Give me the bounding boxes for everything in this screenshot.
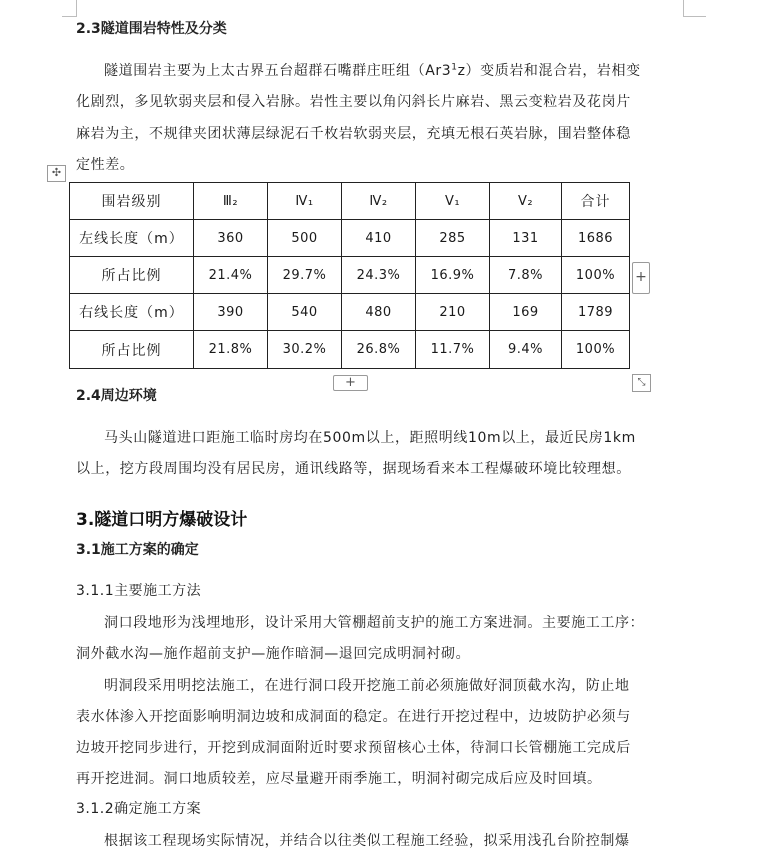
table-cell[interactable]: 9.4%: [490, 331, 562, 369]
table-cell[interactable]: 1789: [562, 294, 630, 331]
table-row: [70, 220, 630, 257]
table-header-cell[interactable]: Ⅳ₂: [342, 183, 416, 220]
table-cell[interactable]: 1686: [562, 220, 630, 257]
table-cell[interactable]: 右线长度（m）: [70, 294, 194, 331]
table-header-cell[interactable]: 合计: [562, 183, 630, 220]
table-header-cell[interactable]: 围岩级别: [70, 183, 194, 220]
table-cell[interactable]: 540: [268, 294, 342, 331]
table-resize-handle-icon[interactable]: ⤡: [632, 374, 651, 392]
table-cell[interactable]: 左线长度（m）: [70, 220, 194, 257]
para-2-3-line-4: 定性差。: [76, 157, 135, 173]
table-cell[interactable]: 100%: [562, 257, 630, 294]
table-cell[interactable]: 100%: [562, 331, 630, 369]
table-cell[interactable]: 24.3%: [342, 257, 416, 294]
table-header-cell[interactable]: Ⅴ₂: [490, 183, 562, 220]
table-cell[interactable]: 169: [490, 294, 562, 331]
add-column-button[interactable]: +: [632, 262, 650, 294]
para-3-1-1-b-line-1: 明洞段采用明挖法施工，在进行洞口段开挖施工前必须施做好洞顶截水沟，防止地: [104, 678, 630, 694]
para-3-1-1-a-line-1: 洞口段地形为浅埋地形，设计采用大管棚超前支护的施工方案进洞。主要施工工序：: [104, 615, 645, 631]
heading-2-4: 2.4周边环境: [76, 388, 157, 404]
heading-3-1-2: 3.1.2确定施工方案: [76, 801, 202, 817]
table-cell[interactable]: 11.7%: [416, 331, 490, 369]
table-cell[interactable]: 7.8%: [490, 257, 562, 294]
table-cell[interactable]: 21.4%: [194, 257, 268, 294]
table-row: [70, 294, 630, 331]
add-row-button[interactable]: +: [333, 375, 368, 391]
para-3-1-1-b-line-4: 再开挖进洞。洞口地质较差，应尽量避开雨季施工，明洞衬砌完成后应及时回填。: [76, 771, 602, 787]
table-cell[interactable]: 29.7%: [268, 257, 342, 294]
table-cell[interactable]: 210: [416, 294, 490, 331]
table-header-cell[interactable]: Ⅳ₁: [268, 183, 342, 220]
para-3-1-2-line-1: 根据该工程现场实际情况，并结合以往类似工程施工经验，拟采用浅孔台阶控制爆: [104, 833, 630, 849]
rock-class-table: [69, 182, 630, 369]
heading-3-1: 3.1施工方案的确定: [76, 542, 199, 558]
table-cell[interactable]: 480: [342, 294, 416, 331]
table-header-cell[interactable]: Ⅲ₂: [194, 183, 268, 220]
table-cell[interactable]: 21.8%: [194, 331, 268, 369]
heading-3: 3.隧道口明方爆破设计: [76, 510, 248, 530]
table-row: [70, 257, 630, 294]
table-cell[interactable]: 所占比例: [70, 257, 194, 294]
para-2-3-line-3: 麻岩为主，不规律夹团状薄层绿泥石千枚岩软弱夹层，充填无根石英岩脉，围岩整体稳: [76, 126, 631, 142]
table-cell[interactable]: 131: [490, 220, 562, 257]
table-cell[interactable]: 500: [268, 220, 342, 257]
para-3-1-1-b-line-3: 边坡开挖同步进行，开挖到成洞面附近时要求预留核心土体，待洞口长管棚施工完成后: [76, 740, 631, 756]
para-3-1-1-a-line-2: 洞外截水沟—施作超前支护—施作暗洞—退回完成明洞衬砌。: [76, 646, 471, 662]
para-3-1-1-b-line-2: 表水体渗入开挖面影响明洞边坡和成洞面的稳定。在进行开挖过程中，边坡防护必须与: [76, 709, 631, 725]
table-cell[interactable]: 285: [416, 220, 490, 257]
para-2-4-line-1: 马头山隧道进口距施工临时房均在500m以上，距照明线10m以上，最近民房1km: [104, 430, 636, 446]
table-cell[interactable]: 390: [194, 294, 268, 331]
table-move-handle-icon[interactable]: ✣: [47, 165, 66, 182]
table-cell[interactable]: 26.8%: [342, 331, 416, 369]
heading-3-1-1: 3.1.1主要施工方法: [76, 583, 202, 599]
table-header-cell[interactable]: Ⅴ₁: [416, 183, 490, 220]
table-row: [70, 331, 630, 369]
table-cell[interactable]: 16.9%: [416, 257, 490, 294]
table-cell[interactable]: 410: [342, 220, 416, 257]
para-2-3-line-1: 隧道围岩主要为上太古界五台超群石嘴群庄旺组$(Ar3^1z)$变质岩和混合岩，岩相变: [104, 62, 641, 79]
crop-mark-top-right: [683, 0, 706, 17]
para-2-4-line-2: 以上，挖方段周围均没有居民房，通讯线路等，据现场看来本工程爆破环境比较理想。: [76, 461, 631, 477]
table-cell[interactable]: 所占比例: [70, 331, 194, 369]
crop-mark-top-left: [62, 0, 77, 17]
heading-2-3: 2.3隧道围岩特性及分类: [76, 21, 227, 37]
para-2-3-line-2: 化剧烈，多见软弱夹层和侵入岩脉。岩性主要以角闪斜长片麻岩、黑云变粒岩及花岗片: [76, 94, 631, 110]
table-cell[interactable]: 30.2%: [268, 331, 342, 369]
table-cell[interactable]: 360: [194, 220, 268, 257]
table-header-row: [70, 183, 630, 220]
